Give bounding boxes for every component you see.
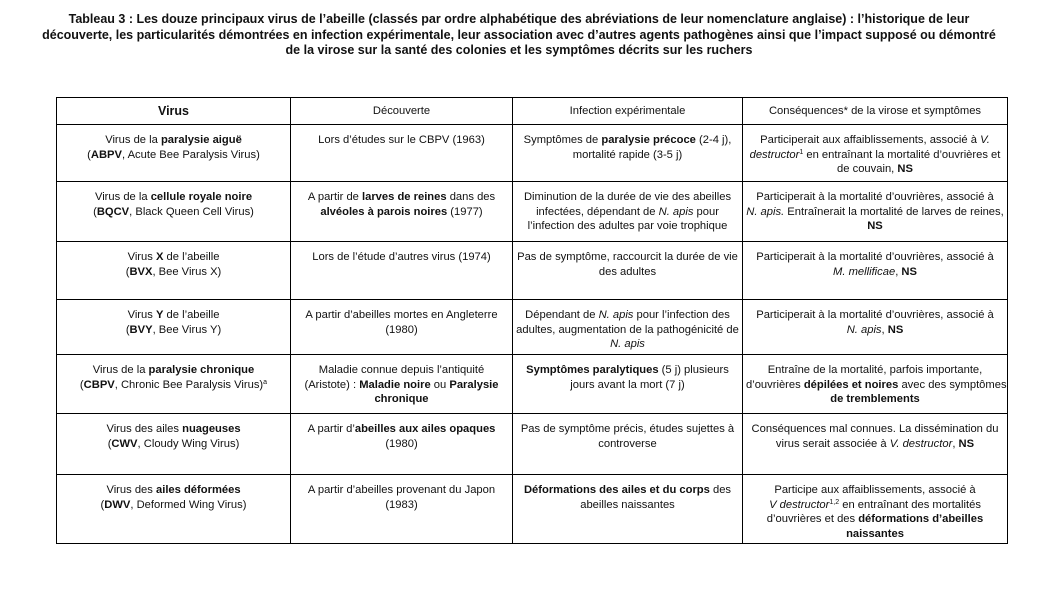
cell-text-line bbox=[746, 437, 1004, 452]
text-run: Participerait aux affaiblissements, associé à bbox=[760, 134, 981, 146]
cell-virus bbox=[57, 475, 291, 544]
cell-infection bbox=[513, 125, 743, 182]
text-run: , Chronic Bee Paralysis Virus) bbox=[114, 378, 264, 391]
text-run: de tremblements bbox=[830, 393, 920, 405]
text-run: A partir d’abeilles mortes en Angleterre bbox=[305, 309, 498, 321]
table-row bbox=[57, 182, 1008, 242]
text-run: M. mellificae bbox=[833, 265, 896, 278]
cell-text-line bbox=[60, 378, 287, 393]
cell-infection bbox=[513, 182, 743, 242]
text-run: jours avant la mort (7 j) bbox=[570, 378, 685, 391]
cell-text-line bbox=[60, 422, 287, 437]
text-run: A partir d’abeilles provenant du Japon bbox=[307, 484, 496, 496]
text-run: Entraînerait la mortalité de larves de reines, bbox=[784, 205, 1004, 218]
text-run: 1 bbox=[799, 148, 804, 156]
text-run: déformations d’abeilles bbox=[858, 513, 984, 525]
text-run: N. apis bbox=[610, 338, 645, 350]
text-run: DWV bbox=[104, 498, 131, 511]
cell-text-line bbox=[516, 133, 739, 148]
text-run: ailes déformées bbox=[155, 484, 241, 496]
cell-virus bbox=[57, 125, 291, 182]
text-run: A partir d’ bbox=[307, 423, 355, 435]
cell-text-line bbox=[516, 148, 739, 163]
text-run: , Bee Virus X) bbox=[152, 265, 222, 278]
table-row bbox=[57, 355, 1008, 414]
cell-text-line bbox=[294, 483, 509, 498]
cell-text-line bbox=[294, 437, 509, 452]
text-run: (1980) bbox=[385, 323, 418, 336]
cell-text-line bbox=[516, 363, 739, 378]
cell-text-line bbox=[60, 323, 287, 338]
header-infection: Infection expérimentale bbox=[513, 98, 743, 125]
cell-text-line bbox=[60, 437, 287, 452]
table-row bbox=[57, 242, 1008, 300]
text-run: avec des symptômes bbox=[898, 378, 1007, 391]
cell-text-line bbox=[746, 323, 1004, 338]
cell-text-line bbox=[746, 498, 1004, 513]
cell-text-line bbox=[746, 378, 1007, 393]
cell-text-line bbox=[60, 265, 287, 280]
text-run: pour l’infection des bbox=[633, 309, 730, 321]
cell-text-line bbox=[516, 190, 739, 205]
text-run: BVY bbox=[129, 323, 153, 336]
caption-line: de la virose sur la santé des colonies et les symptômes décrits sur les ruchers bbox=[285, 43, 753, 57]
text-run: (2-4 j), bbox=[695, 134, 732, 146]
text-run: NS bbox=[887, 323, 904, 336]
text-run: a bbox=[263, 378, 268, 386]
text-run: Pas de symptôme, raccourcit la durée de vie bbox=[517, 251, 738, 263]
table-row bbox=[57, 475, 1008, 544]
cell-text-line bbox=[516, 265, 739, 280]
cell-decouverte bbox=[291, 355, 513, 414]
text-run: NS bbox=[901, 265, 917, 278]
header-decouverte: Découverte bbox=[291, 98, 513, 125]
cell-decouverte bbox=[291, 242, 513, 300]
text-run: ( bbox=[107, 437, 112, 450]
text-run: ( bbox=[125, 265, 130, 278]
text-run: Lors de l’étude d’autres virus (1974) bbox=[312, 251, 491, 263]
text-run: (1983) bbox=[385, 498, 418, 511]
cell-text-line bbox=[746, 265, 1004, 280]
cell-text-line bbox=[294, 363, 509, 378]
virus-table bbox=[56, 97, 1008, 544]
text-run: Participerait à la mortalité d’ouvrières, associé à bbox=[756, 309, 994, 321]
cell-text-line bbox=[516, 483, 739, 498]
cell-consequences bbox=[743, 414, 1008, 475]
cell-consequences bbox=[743, 300, 1008, 355]
text-run: Entraîne de la mortalité, parfois importante, bbox=[767, 364, 983, 376]
text-run: BQCV bbox=[96, 205, 130, 218]
text-run: , bbox=[952, 437, 959, 450]
cell-text-line bbox=[516, 437, 739, 452]
text-run: , Deformed Wing Virus) bbox=[130, 498, 247, 511]
text-run: ( bbox=[79, 378, 84, 391]
cell-decouverte bbox=[291, 475, 513, 544]
cell-consequences bbox=[743, 125, 1008, 182]
cell-text-line bbox=[516, 422, 739, 437]
text-run: (Aristote) : bbox=[304, 378, 360, 391]
cell-decouverte bbox=[291, 182, 513, 242]
text-run: BVX bbox=[129, 265, 153, 278]
cell-text-line bbox=[746, 527, 1004, 542]
text-run: N. apis bbox=[598, 309, 634, 321]
cell-text-line bbox=[746, 205, 1004, 220]
cell-text-line bbox=[516, 308, 739, 323]
cell-text-line bbox=[60, 483, 287, 498]
cell-text-line bbox=[746, 483, 1004, 498]
table-header bbox=[57, 98, 1008, 125]
cell-decouverte bbox=[291, 414, 513, 475]
text-run: Pas de symptôme précis, études sujettes à bbox=[520, 423, 735, 435]
text-run: virus serait associée à bbox=[775, 437, 890, 450]
text-run: en entraînant la mortalité d’ouvrières et bbox=[803, 148, 1001, 161]
text-run: Virus bbox=[127, 251, 156, 263]
cell-text-line bbox=[746, 162, 1004, 177]
text-run: , Cloudy Wing Virus) bbox=[137, 437, 240, 450]
text-run: X bbox=[155, 251, 164, 263]
table-body bbox=[57, 125, 1008, 544]
text-run: Diminution de la durée de vie des abeilles bbox=[523, 191, 732, 203]
text-run: des bbox=[709, 484, 732, 496]
text-run: 1,2 bbox=[829, 498, 840, 506]
cell-infection bbox=[513, 242, 743, 300]
cell-text-line bbox=[746, 250, 1004, 265]
cell-text-line bbox=[746, 392, 1004, 407]
cell-virus bbox=[57, 300, 291, 355]
text-run: d’ouvrières et des bbox=[766, 513, 859, 525]
text-run: en entraînant des mortalités bbox=[839, 498, 981, 511]
text-run: CWV bbox=[111, 437, 138, 450]
text-run: chronique bbox=[374, 393, 429, 405]
cell-text-line bbox=[516, 378, 739, 393]
text-run: Virus de la bbox=[105, 134, 161, 146]
cell-text-line bbox=[516, 337, 739, 352]
cell-text-line bbox=[60, 190, 287, 205]
text-run: ( bbox=[125, 323, 130, 336]
text-run: paralysie précoce bbox=[601, 134, 696, 146]
text-run: Virus des ailes bbox=[106, 423, 183, 435]
text-run: (1980) bbox=[385, 437, 418, 450]
text-run: de l’abeille bbox=[163, 251, 220, 263]
cell-virus bbox=[57, 182, 291, 242]
text-run: (5 j) plusieurs bbox=[658, 364, 729, 376]
text-run: Déformations des ailes et du corps bbox=[523, 484, 710, 496]
text-run: V. bbox=[980, 134, 990, 146]
text-run: Lors d’études sur le CBPV (1963) bbox=[318, 134, 485, 146]
text-run: cellule royale noire bbox=[150, 191, 253, 203]
text-run: NS bbox=[897, 163, 913, 175]
cell-text-line bbox=[746, 148, 1004, 163]
cell-text-line bbox=[294, 205, 509, 220]
cell-consequences bbox=[743, 182, 1008, 242]
text-run: ( bbox=[93, 205, 97, 218]
cell-text-line bbox=[746, 190, 1004, 205]
cell-decouverte bbox=[291, 300, 513, 355]
text-run: Virus de la bbox=[94, 191, 151, 203]
text-run: NS bbox=[958, 437, 975, 450]
text-run: infectées, dépendant de bbox=[536, 205, 659, 218]
table-caption bbox=[40, 12, 998, 59]
text-run: V destructor bbox=[769, 498, 830, 511]
cell-consequences bbox=[743, 475, 1008, 544]
text-run: des adultes bbox=[598, 265, 657, 278]
cell-text-line bbox=[60, 205, 287, 220]
text-run: destructor bbox=[749, 148, 800, 161]
text-run: Conséquences mal connues. La dissémination du bbox=[751, 423, 999, 435]
cell-infection bbox=[513, 355, 743, 414]
cell-text-line bbox=[60, 250, 287, 265]
cell-text-line bbox=[294, 498, 509, 513]
text-run: Paralysie bbox=[449, 378, 499, 391]
cell-infection bbox=[513, 414, 743, 475]
cell-text-line bbox=[294, 133, 509, 148]
cell-text-line bbox=[746, 363, 1004, 378]
text-run: NS bbox=[867, 220, 883, 232]
cell-text-line bbox=[746, 219, 1004, 234]
text-run: l’infection des adultes par voie trophique bbox=[527, 220, 728, 232]
text-run: Participe aux affaiblissements, associé à bbox=[774, 484, 976, 496]
table-row bbox=[57, 125, 1008, 182]
cell-text-line bbox=[294, 250, 509, 265]
cell-text-line bbox=[516, 323, 739, 338]
text-run: abeilles aux ailes opaques bbox=[354, 423, 496, 435]
header-consequences: Conséquences* de la virose et symptômes bbox=[743, 98, 1008, 125]
text-run: de couvain, bbox=[837, 163, 898, 175]
text-run: Maladie noire bbox=[359, 378, 431, 391]
cell-text-line bbox=[516, 205, 739, 220]
text-run: Y bbox=[155, 309, 164, 321]
caption-line: découverte, les particularités démontrées en infection expérimentale, leur association avec d’autres agents pathogènes ainsi que l’impact supposé ou démontré bbox=[42, 27, 996, 42]
cell-consequences bbox=[743, 355, 1008, 414]
text-run: mortalité rapide (3-5 j) bbox=[572, 148, 683, 161]
text-run: (1977) bbox=[447, 205, 483, 218]
caption-line: Tableau 3 : Les douze principaux virus de l’abeille (classés par ordre alphabétique des abréviations de leur nomenclature anglaise) : l’historique de leur bbox=[68, 12, 970, 26]
text-run: dépilées et noires bbox=[803, 378, 899, 391]
text-run: larves de reines bbox=[362, 191, 447, 203]
text-run: , Acute Bee Paralysis Virus) bbox=[121, 148, 260, 161]
text-run: ou bbox=[430, 378, 450, 391]
cell-infection bbox=[513, 300, 743, 355]
cell-text-line bbox=[516, 219, 739, 234]
cell-text-line bbox=[294, 323, 509, 338]
text-run: alvéoles à parois noires bbox=[320, 205, 448, 218]
text-run: Maladie connue depuis l’antiquité bbox=[318, 364, 485, 376]
cell-text-line bbox=[516, 498, 739, 513]
cell-text-line bbox=[294, 378, 509, 393]
cell-virus bbox=[57, 242, 291, 300]
cell-text-line bbox=[60, 498, 287, 513]
text-run: A partir de bbox=[307, 191, 362, 203]
cell-virus bbox=[57, 414, 291, 475]
cell-virus bbox=[57, 355, 291, 414]
cell-text-line bbox=[60, 308, 287, 323]
cell-text-line bbox=[60, 133, 287, 148]
text-run: Symptômes de bbox=[523, 134, 602, 146]
text-run: , bbox=[895, 265, 902, 278]
cell-consequences bbox=[743, 242, 1008, 300]
text-run: Virus bbox=[127, 309, 156, 321]
text-run: N. apis bbox=[658, 205, 694, 218]
text-run: , bbox=[881, 323, 888, 336]
text-run: pour bbox=[693, 205, 719, 218]
text-run: V. destructor bbox=[889, 437, 953, 450]
text-run: N. apis bbox=[846, 323, 882, 336]
cell-text-line bbox=[294, 392, 509, 407]
cell-text-line bbox=[746, 512, 1004, 527]
cell-text-line bbox=[60, 148, 287, 163]
table-row bbox=[57, 300, 1008, 355]
text-run: paralysie chronique bbox=[148, 364, 255, 376]
cell-text-line bbox=[294, 308, 509, 323]
cell-text-line bbox=[746, 133, 1004, 148]
text-run: controverse bbox=[598, 437, 657, 450]
text-run: Participerait à la mortalité d’ouvrières, associé à bbox=[756, 191, 994, 203]
cell-text-line bbox=[60, 363, 287, 378]
cell-text-line bbox=[746, 422, 1004, 437]
cell-text-line bbox=[294, 190, 509, 205]
text-run: de l’abeille bbox=[163, 309, 220, 321]
text-run: naissantes bbox=[846, 527, 904, 540]
text-run: CBPV bbox=[83, 378, 115, 391]
text-run: ( bbox=[100, 498, 105, 511]
text-run: paralysie aiguë bbox=[160, 134, 242, 146]
cell-text-line bbox=[294, 422, 509, 437]
cell-decouverte bbox=[291, 125, 513, 182]
text-run: , Black Queen Cell Virus) bbox=[129, 205, 254, 218]
table-row bbox=[57, 414, 1008, 475]
text-run: Virus de la bbox=[92, 364, 149, 376]
text-run: , Bee Virus Y) bbox=[152, 323, 222, 336]
text-run: Dépendant de bbox=[525, 309, 599, 321]
text-run: abeilles naissantes bbox=[580, 498, 675, 511]
text-run: ( bbox=[87, 148, 91, 161]
text-run: Participerait à la mortalité d’ouvrières, associé à bbox=[756, 251, 994, 263]
text-run: nuageuses bbox=[182, 423, 241, 435]
text-run: ABPV bbox=[90, 148, 122, 161]
text-run: N. apis. bbox=[746, 205, 785, 218]
header-row bbox=[57, 98, 1008, 125]
cell-text-line bbox=[746, 308, 1004, 323]
text-run: Symptômes paralytiques bbox=[526, 364, 659, 376]
text-run: d’ouvrières bbox=[746, 378, 804, 391]
text-run: dans des bbox=[446, 191, 496, 203]
cell-infection bbox=[513, 475, 743, 544]
cell-text-line bbox=[516, 250, 739, 265]
text-run: adultes, augmentation de la pathogénicité de bbox=[516, 323, 739, 336]
header-virus: Virus bbox=[57, 98, 291, 125]
text-run: Virus des bbox=[106, 484, 156, 496]
